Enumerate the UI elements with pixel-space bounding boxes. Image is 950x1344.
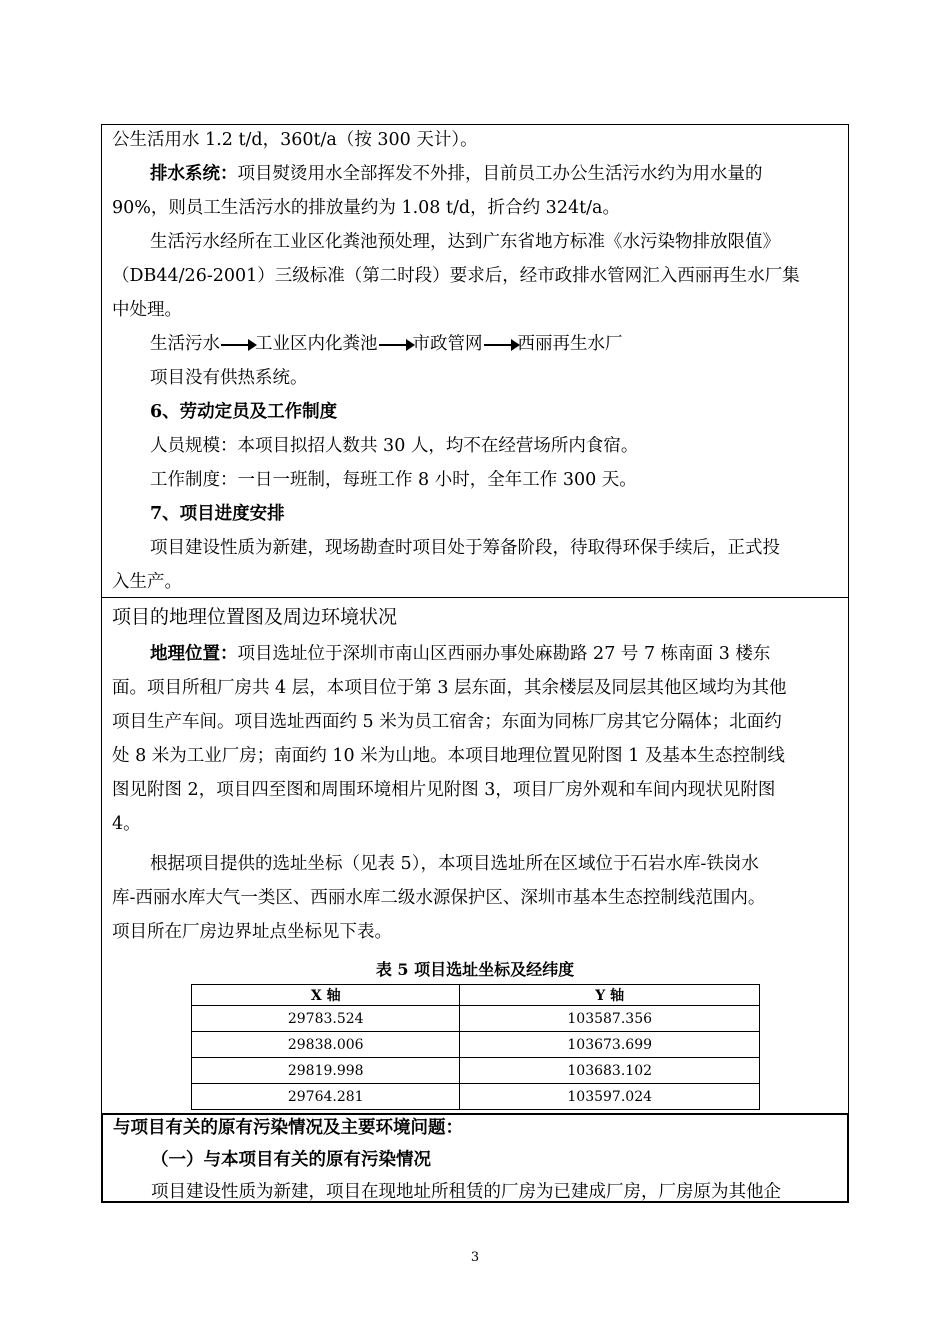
coord-text-line3: 项目所在厂房边界址点坐标见下表。 — [112, 922, 392, 942]
pollution-text-line1: 项目建设性质为新建，项目在现地址所租赁的厂房为已建成厂房，厂房原为其他企 — [151, 1182, 781, 1202]
table-row — [192, 1058, 760, 1084]
column-header-y: Y 轴 — [460, 985, 760, 1006]
table-row — [192, 1084, 760, 1110]
flow-step-4: 西丽再生水厂 — [517, 334, 623, 354]
location-section — [101, 597, 849, 1114]
pollution-subheading: （一）与本项目有关的原有污染情况 — [151, 1150, 431, 1170]
schedule-heading: 7、项目进度安排 — [150, 504, 285, 524]
flow-step-2: 工业区内化粪池 — [255, 334, 378, 354]
arrow-right-icon — [484, 344, 518, 346]
table-cell: 103597.024 — [460, 1084, 760, 1110]
flow-step-1: 生活污水 — [150, 334, 220, 354]
geo-text-line2: 面。项目所租厂房共 4 层，本项目位于第 3 层东面，其余楼层及同层其他区域均为其他 — [112, 678, 787, 698]
pollution-title: 与项目有关的原有污染情况及主要环境问题： — [113, 1118, 463, 1138]
table-cell: 29819.998 — [192, 1058, 460, 1084]
pollution-section — [101, 1113, 849, 1203]
coordinates-table — [191, 984, 760, 1110]
staff-heading: 6、劳动定员及工作制度 — [150, 402, 338, 422]
staff-scale-text: 人员规模：本项目拟招人数共 30 人，均不在经营场所内食宿。 — [150, 436, 639, 456]
table-header-row — [192, 985, 760, 1006]
sewage-text-line2: （DB44/26-2001）三级标准（第二时段）要求后，经市政排水管网汇入西丽再生水厂集 — [112, 266, 800, 286]
flow-step-3: 市政管网 — [412, 334, 483, 354]
geo-text-line3: 项目生产车间。项目选址西面约 5 米为员工宿舍；东面为同栋厂房其它分隔体；北面约 — [112, 712, 782, 732]
drainage-paragraph — [112, 163, 840, 185]
drainage-label: 排水系统： — [150, 164, 238, 184]
arrow-right-icon — [379, 344, 413, 346]
schedule-text-line2: 入生产。 — [112, 572, 182, 592]
sewage-text-line3: 中处理。 — [112, 300, 182, 320]
sewage-flow-diagram — [150, 333, 878, 355]
table-row — [192, 1006, 760, 1032]
geo-text-line6: 4。 — [112, 814, 141, 834]
table-cell: 103587.356 — [460, 1006, 760, 1032]
table-caption: 表 5 项目选址坐标及经纬度 — [375, 960, 575, 979]
column-header-x: X 轴 — [192, 985, 460, 1006]
table-cell: 103683.102 — [460, 1058, 760, 1084]
table-cell: 29764.281 — [192, 1084, 460, 1110]
sewage-text-line1: 生活污水经所在工业区化粪池预处理，达到广东省地方标准《水污染物排放限值》 — [150, 232, 780, 252]
arrow-right-icon — [221, 344, 255, 346]
table-cell: 29783.524 — [192, 1006, 460, 1032]
geo-text-line4: 处 8 米为工业厂房；南面约 10 米为山地。本项目地理位置见附图 1 及基本生态控制线 — [112, 746, 785, 766]
geo-text-line5: 图见附图 2，项目四至图和周围环境相片见附图 3，项目厂房外观和车间内现状见附图 — [112, 780, 776, 800]
work-system-text: 工作制度：一日一班制，每班工作 8 小时，全年工作 300 天。 — [150, 470, 637, 490]
schedule-text-line1: 项目建设性质为新建，现场勘查时项目处于筹备阶段，待取得环保手续后，正式投 — [150, 538, 780, 558]
geo-label: 地理位置： — [150, 644, 238, 664]
table-cell: 29838.006 — [192, 1032, 460, 1058]
geo-paragraph — [112, 643, 840, 665]
water-usage-text: 公生活用水 1.2 t/d，360t/a（按 300 天计）。 — [112, 130, 478, 150]
table-cell: 103673.699 — [460, 1032, 760, 1058]
coord-text-line2: 库-西丽水库大气一类区、西丽水库二级水源保护区、深圳市基本生态控制线范围内。 — [112, 888, 766, 908]
table-row — [192, 1032, 760, 1058]
water-drainage-section — [101, 124, 849, 598]
drainage-text-line2: 90%，则员工生活污水的排放量约为 1.08 t/d，折合约 324t/a。 — [112, 198, 620, 218]
page-number: 3 — [470, 1250, 480, 1265]
location-title: 项目的地理位置图及周边环境状况 — [112, 606, 398, 628]
geo-text: 项目选址位于深圳市南山区西丽办事处麻勘路 27 号 7 栋南面 3 楼东 — [237, 644, 771, 664]
drainage-text: 项目熨烫用水全部挥发不外排，目前员工办公生活污水约为用水量的 — [237, 164, 763, 184]
coord-text-line1: 根据项目提供的选址坐标（见表 5），本项目选址所在区域位于石岩水库-铁岗水 — [150, 854, 759, 874]
no-heating-text: 项目没有供热系统。 — [150, 368, 308, 388]
